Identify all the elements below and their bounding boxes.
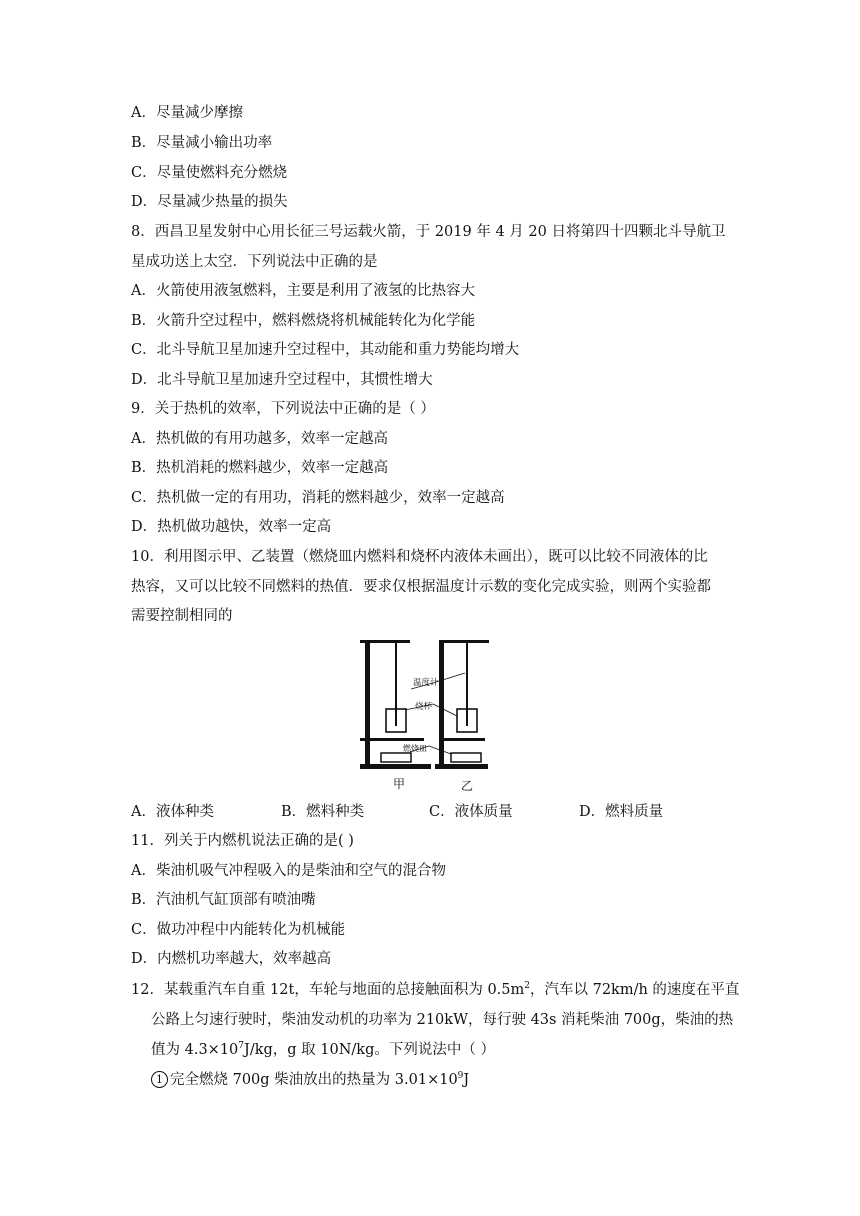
q9-option-b: B．热机消耗的燃料越少，效率一定越高: [131, 460, 389, 476]
q12-line3-b: J/kg，g 取 10N/kg。下列说法中（ ）: [244, 1042, 495, 1058]
label-jia: 甲: [393, 777, 406, 791]
q8-stem-line1: 8．西昌卫星发射中心用长征三号运载火箭，于 2019 年 4 月 20 日将第四十四颗北斗导航卫: [131, 224, 726, 240]
q11-option-a: A．柴油机吸气冲程吸入的是柴油和空气的混合物: [131, 863, 446, 879]
q11-option-b: B．汽油机气缸顶部有喷油嘴: [131, 892, 316, 908]
apparatus-figure: [353, 636, 501, 800]
q12-line1-a: 12．某载重汽车自重 12t，车轮与地面的总接触面积为 0.5m: [131, 982, 525, 998]
q7-option-c: C．尽量使燃料充分燃烧: [131, 165, 288, 181]
q11-option-d: D．内燃机功率越大，效率越高: [131, 951, 332, 967]
q10-option-b: B．燃料种类: [281, 804, 365, 820]
q9-option-c: C．热机做一定的有用功，消耗的燃料越少，效率一定越高: [131, 490, 505, 506]
q12-line1-b: ，汽车以 72km/h 的速度在平直: [530, 982, 740, 998]
q12-line1: [131, 980, 739, 1000]
q10-option-c: C．液体质量: [429, 804, 513, 820]
apparatus-yi: [429, 640, 489, 769]
q12-item1-a: 完全燃烧 700g 柴油放出的热量为 3.01×10: [170, 1072, 458, 1088]
q12-item1-sup: 9: [457, 1071, 464, 1082]
q12-item1-b: J: [463, 1072, 470, 1088]
q10-stem-line1: 10．利用图示甲、乙装置（燃烧皿内燃料和烧杯内液体未画出），既可以比较不同液体的比: [131, 549, 708, 565]
q12-line1-sup: 2: [524, 981, 530, 992]
q8-option-d: D．北斗导航卫星加速升空过程中，其惯性增大: [131, 372, 433, 388]
q11-stem: 11．列关于内燃机说法正确的是( ): [131, 833, 354, 849]
q10-option-a: A．液体种类: [131, 804, 214, 820]
q8-stem-line2: 星成功送上太空．下列说法中正确的是: [131, 254, 378, 270]
q12-line3: [151, 1040, 495, 1060]
q12-line3-a: 值为 4.3×10: [151, 1042, 239, 1058]
q12-item1: [151, 1070, 469, 1090]
q7-option-b: B．尽量减小输出功率: [131, 135, 273, 151]
q8-option-b: B．火箭升空过程中，燃料燃烧将机械能转化为化学能: [131, 313, 476, 329]
q8-option-a: A．火箭使用液氢燃料，主要是利用了液氢的比热容大: [131, 283, 475, 299]
label-beaker: 烧杯: [415, 702, 433, 712]
q7-option-d: D．尽量减少热量的损失: [131, 194, 288, 210]
q12-line2: 公路上匀速行驶时，柴油发动机的功率为 210kW，每行驶 43s 消耗柴油 700g，柴油的热: [151, 1012, 734, 1028]
label-burner: 燃烧皿: [403, 744, 427, 753]
label-yi: 乙: [461, 779, 474, 793]
q7-option-a: A．尽量减少摩擦: [131, 105, 243, 121]
q9-stem: 9．关于热机的效率，下列说法中正确的是（ ）: [131, 401, 435, 417]
q11-option-c: C．做功冲程中内能转化为机械能: [131, 922, 346, 938]
q9-option-d: D．热机做功越快，效率一定高: [131, 519, 332, 535]
q8-option-c: C．北斗导航卫星加速升空过程中，其动能和重力势能均增大: [131, 342, 520, 358]
q10-stem-line3: 需要控制相同的: [131, 608, 233, 624]
q10-stem-line2: 热容，又可以比较不同燃料的热值．要求仅根据温度计示数的变化完成实验，则两个实验都: [131, 579, 711, 595]
label-thermometer: 温度计: [413, 678, 439, 688]
q10-option-d: D．燃料质量: [579, 804, 664, 820]
circled-number: 1: [151, 1071, 168, 1088]
q9-option-a: A．热机做的有用功越多，效率一定越高: [131, 431, 388, 447]
q12-line3-sup: 7: [238, 1041, 245, 1052]
